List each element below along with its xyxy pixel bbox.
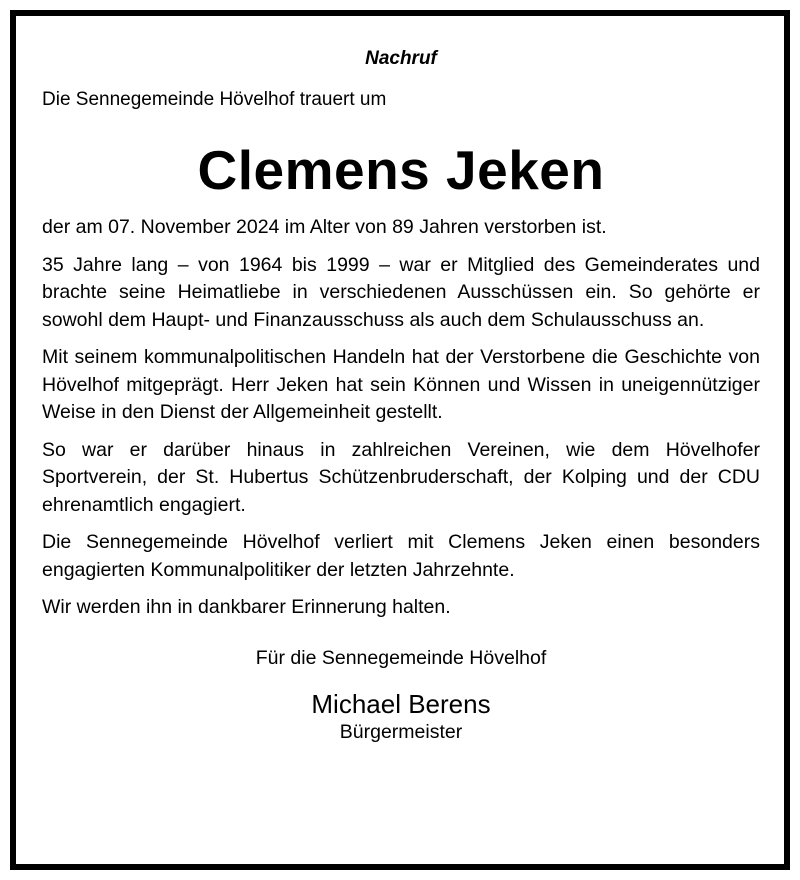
- signer-role: Bürgermeister: [339, 720, 463, 743]
- paragraph-legacy: Mit seinem kommunalpolitischen Handeln hat der Verstorbene die Geschichte von Hövelhof mitgeprägt. Herr Jeken hat sein Können und Wissen in uneigennütziger Weise in den Dienst der Allgemeinheit gestellt.: [42, 346, 760, 423]
- paragraph-council: 35 Jahre lang – von 1964 bis 1999 – war er Mitglied des Gemeinderates und brachte seine Heimatliebe in verschiedenen Ausschüssen ein. So gehörte er sowohl dem Haupt- und Finanzausschuss als auch dem Schulausschuss an.: [42, 253, 760, 331]
- signature-intro: Für die Sennegemeinde Hövelhof: [255, 646, 547, 669]
- notice-body: [42, 214, 760, 622]
- notice-title: Nachruf: [365, 48, 437, 69]
- signer-name: Michael Berens: [311, 688, 491, 719]
- notice-content: [42, 16, 760, 744]
- obituary-notice: [10, 10, 790, 870]
- paragraph-remembrance: Wir werden ihn in dankbarer Erinnerung halten.: [42, 596, 451, 618]
- paragraph-associations: So war er darüber hinaus in zahlreichen Vereinen, wie dem Hövelhofer Sportverein, der St. Hubertus Schützenbruderschaft, der Kolping und der CDU ehrenamtlich engagiert.: [42, 438, 760, 516]
- notice-intro: Die Sennegemeinde Hövelhof trauert um: [42, 89, 387, 110]
- paragraph-death-date: der am 07. November 2024 im Alter von 89 Jahren verstorben ist.: [42, 216, 607, 238]
- paragraph-loss: Die Sennegemeinde Hövelhof verliert mit Clemens Jeken einen besonders engagierten Kommunalpolitiker der letzten Jahrzehnte.: [42, 531, 760, 581]
- deceased-name: Clemens Jeken: [197, 139, 605, 201]
